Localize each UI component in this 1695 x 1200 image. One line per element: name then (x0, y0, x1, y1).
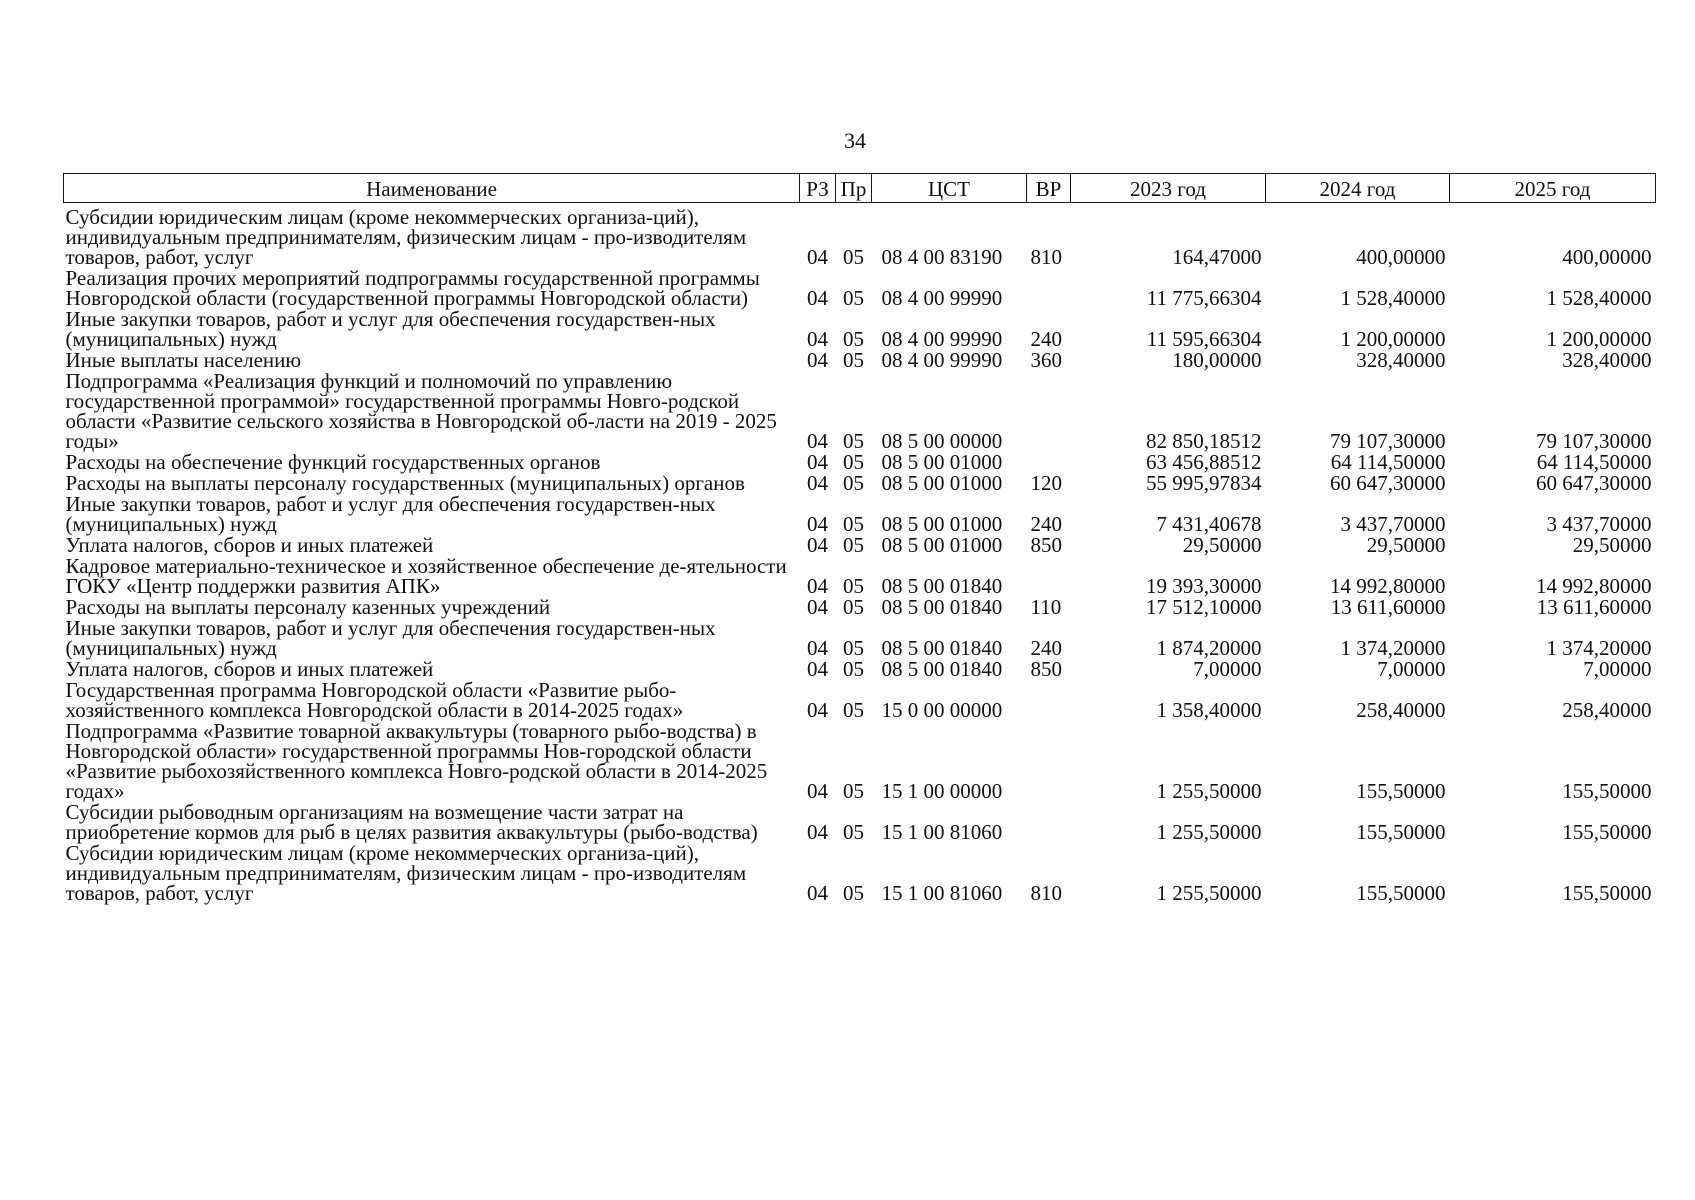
row-cst: 15 1 00 81060 (881, 881, 1003, 905)
row-cst: 15 1 00 00000 (881, 779, 1003, 803)
row-amount-2023: 55 995,97834 (1146, 471, 1262, 495)
row-name: Иные закупки товаров, работ и услуг для обеспечения государствен-ных (муниципальных) нужд (65, 307, 716, 351)
row-vr (1027, 720, 1071, 801)
row-amount-2023: 7,00000 (1193, 657, 1262, 681)
header-pr: Пр (836, 174, 872, 203)
row-vr: 850 (1030, 657, 1062, 681)
row-rz: 04 (807, 348, 828, 372)
row-amount-2025: 1 374,20000 (1546, 636, 1652, 660)
row-name: Подпрограмма «Развитие товарной аквакультуры (товарного рыбо-водства) в Новгородской области» государственной программы Нов-городской области «Развитие рыбохозяйственного комплекса Новго-родской области в 2014-2025 годах» (65, 719, 768, 803)
row-amount-2024: 155,50000 (1356, 820, 1446, 844)
row-name: Уплата налогов, сборов и иных платежей (65, 533, 434, 557)
row-amount-2024: 14 992,80000 (1330, 574, 1446, 598)
row-amount-2025: 1 528,40000 (1546, 286, 1652, 310)
row-name: Расходы на выплаты персоналу государственных (муниципальных) органов (65, 471, 745, 495)
row-cst: 08 4 00 99990 (881, 286, 1003, 310)
row-cst: 08 5 00 01000 (881, 471, 1003, 495)
table-row (64, 617, 1656, 658)
row-amount-2024: 13 611,60000 (1330, 595, 1446, 619)
row-cst: 08 4 00 83190 (881, 245, 1003, 269)
table-row (64, 720, 1656, 801)
row-cst: 08 4 00 99990 (881, 348, 1003, 372)
row-amount-2025: 400,00000 (1562, 245, 1652, 269)
row-pr: 05 (843, 450, 864, 474)
row-amount-2025: 14 992,80000 (1536, 574, 1652, 598)
row-cst: 08 4 00 99990 (881, 327, 1003, 351)
row-name: Иные закупки товаров, работ и услуг для обеспечения государствен-ных (муниципальных) нужд (65, 492, 716, 536)
row-vr (1027, 451, 1071, 472)
row-rz: 04 (807, 574, 828, 598)
row-vr: 120 (1030, 471, 1062, 495)
row-amount-2023: 11 775,66304 (1146, 286, 1262, 310)
row-cst: 08 5 00 00000 (881, 429, 1003, 453)
row-pr: 05 (843, 657, 864, 681)
row-name: Субсидии рыбоводным организациям на возмещение части затрат на приобретение кормов для рыб в целях развития аквакультуры (рыбо-водства) (65, 800, 758, 844)
row-vr: 110 (1030, 595, 1062, 619)
row-vr (1027, 267, 1071, 308)
row-cst: 15 0 00 00000 (881, 698, 1003, 722)
row-amount-2023: 180,00000 (1172, 348, 1262, 372)
row-pr: 05 (843, 574, 864, 598)
row-vr: 360 (1030, 348, 1062, 372)
row-name: Государственная программа Новгородской области «Развитие рыбо-хозяйственного комплекса Новгородской области в 2014-2025 годах» (65, 678, 684, 722)
budget-table (63, 173, 1656, 903)
table-row (64, 596, 1656, 617)
row-amount-2023: 7 431,40678 (1156, 512, 1262, 536)
table-row (64, 370, 1656, 451)
row-amount-2023: 82 850,18512 (1146, 429, 1262, 453)
table-row (64, 534, 1656, 555)
table-row (64, 493, 1656, 534)
row-pr: 05 (843, 881, 864, 905)
row-name: Иные выплаты населению (65, 348, 302, 372)
row-pr: 05 (843, 595, 864, 619)
row-rz: 04 (807, 245, 828, 269)
row-amount-2024: 1 200,00000 (1340, 327, 1446, 351)
row-amount-2025: 64 114,50000 (1536, 450, 1652, 474)
row-amount-2023: 1 255,50000 (1156, 820, 1262, 844)
row-rz: 04 (807, 429, 828, 453)
row-name: Расходы на обеспечение функций государственных органов (65, 450, 601, 474)
header-name: Наименование (64, 174, 800, 203)
row-amount-2024: 328,40000 (1356, 348, 1446, 372)
row-name: Уплата налогов, сборов и иных платежей (65, 657, 434, 681)
row-pr: 05 (843, 429, 864, 453)
row-amount-2024: 1 374,20000 (1340, 636, 1446, 660)
row-name: Субсидии юридическим лицам (кроме некоммерческих организа-ций), индивидуальным предпринимателям, физическим лицам - про-изводителям товаров, работ, услуг (65, 205, 747, 269)
table-header-row (64, 174, 1656, 203)
row-amount-2024: 400,00000 (1356, 245, 1446, 269)
row-amount-2023: 63 456,88512 (1146, 450, 1262, 474)
row-pr: 05 (843, 245, 864, 269)
row-rz: 04 (807, 698, 828, 722)
row-vr: 240 (1030, 636, 1062, 660)
row-amount-2025: 13 611,60000 (1536, 595, 1652, 619)
row-amount-2023: 1 358,40000 (1156, 698, 1262, 722)
row-cst: 08 5 00 01840 (881, 657, 1003, 681)
row-amount-2024: 1 528,40000 (1340, 286, 1446, 310)
row-vr: 240 (1030, 327, 1062, 351)
row-amount-2025: 1 200,00000 (1546, 327, 1652, 351)
row-cst: 15 1 00 81060 (881, 820, 1003, 844)
row-name: Кадровое материально-техническое и хозяйственное обеспечение де-ятельности ГОКУ «Центр поддержки развития АПК» (65, 554, 787, 598)
row-rz: 04 (807, 471, 828, 495)
table-row (64, 451, 1656, 472)
row-amount-2025: 155,50000 (1562, 881, 1652, 905)
header-2025: 2025 год (1450, 174, 1656, 203)
row-name: Подпрограмма «Реализация функций и полномочий по управлению государственной программой» государственной программы Новго-родской области «Развитие сельского хозяйства в Новгородской об-ласти на 2019 - 2025 годы» (65, 369, 777, 453)
table-row (64, 308, 1656, 349)
table-row (64, 203, 1656, 268)
row-amount-2023: 1 255,50000 (1156, 881, 1262, 905)
row-rz: 04 (807, 327, 828, 351)
table-row (64, 555, 1656, 596)
row-amount-2025: 7,00000 (1583, 657, 1652, 681)
row-amount-2025: 155,50000 (1562, 779, 1652, 803)
row-cst: 08 5 00 01000 (881, 533, 1003, 557)
row-name: Реализация прочих мероприятий подпрограммы государственной программы Новгородской области (государственной программы Новгородской области) (65, 266, 760, 310)
row-amount-2025: 155,50000 (1562, 820, 1652, 844)
row-pr: 05 (843, 533, 864, 557)
table-row (64, 801, 1656, 842)
row-vr: 240 (1030, 512, 1062, 536)
row-pr: 05 (843, 779, 864, 803)
row-vr (1027, 801, 1071, 842)
row-pr: 05 (843, 636, 864, 660)
row-pr: 05 (843, 286, 864, 310)
header-2024: 2024 год (1266, 174, 1450, 203)
row-cst: 08 5 00 01840 (881, 636, 1003, 660)
row-vr: 850 (1030, 533, 1062, 557)
row-pr: 05 (843, 327, 864, 351)
table-row (64, 267, 1656, 308)
row-amount-2024: 258,40000 (1356, 698, 1446, 722)
row-name: Расходы на выплаты персоналу казенных учреждений (65, 595, 551, 619)
header-vr: ВР (1027, 174, 1071, 203)
row-amount-2023: 11 595,66304 (1146, 327, 1262, 351)
row-rz: 04 (807, 450, 828, 474)
table-body (64, 203, 1656, 904)
row-amount-2024: 155,50000 (1356, 779, 1446, 803)
row-amount-2025: 29,50000 (1572, 533, 1652, 557)
row-amount-2025: 328,40000 (1562, 348, 1652, 372)
row-rz: 04 (807, 657, 828, 681)
row-rz: 04 (807, 820, 828, 844)
row-amount-2025: 79 107,30000 (1536, 429, 1652, 453)
row-amount-2025: 3 437,70000 (1546, 512, 1652, 536)
row-pr: 05 (843, 471, 864, 495)
row-amount-2025: 258,40000 (1562, 698, 1652, 722)
row-pr: 05 (843, 512, 864, 536)
row-amount-2024: 60 647,30000 (1330, 471, 1446, 495)
row-vr (1027, 679, 1071, 720)
table-row (64, 842, 1656, 903)
row-vr (1027, 555, 1071, 596)
header-2023: 2023 год (1071, 174, 1266, 203)
row-rz: 04 (807, 286, 828, 310)
row-amount-2023: 1 874,20000 (1156, 636, 1262, 660)
row-amount-2025: 60 647,30000 (1536, 471, 1652, 495)
row-cst: 08 5 00 01000 (881, 450, 1003, 474)
row-name: Иные закупки товаров, работ и услуг для обеспечения государствен-ных (муниципальных) нужд (65, 616, 716, 660)
row-rz: 04 (807, 512, 828, 536)
row-pr: 05 (843, 348, 864, 372)
row-amount-2023: 1 255,50000 (1156, 779, 1262, 803)
table-row (64, 349, 1656, 370)
header-cst: ЦСТ (872, 174, 1027, 203)
row-amount-2024: 3 437,70000 (1340, 512, 1446, 536)
row-rz: 04 (807, 881, 828, 905)
row-amount-2024: 7,00000 (1377, 657, 1446, 681)
header-rz: РЗ (800, 174, 836, 203)
row-amount-2024: 29,50000 (1366, 533, 1446, 557)
table-row (64, 658, 1656, 679)
row-amount-2024: 79 107,30000 (1330, 429, 1446, 453)
row-amount-2023: 29,50000 (1182, 533, 1262, 557)
row-vr (1027, 370, 1071, 451)
row-cst: 08 5 00 01840 (881, 595, 1003, 619)
row-cst: 08 5 00 01840 (881, 574, 1003, 598)
row-rz: 04 (807, 636, 828, 660)
row-vr: 810 (1030, 245, 1062, 269)
row-vr: 810 (1030, 881, 1062, 905)
row-amount-2023: 164,47000 (1172, 245, 1262, 269)
row-pr: 05 (843, 820, 864, 844)
row-rz: 04 (807, 595, 828, 619)
row-amount-2024: 64 114,50000 (1330, 450, 1446, 474)
row-name: Субсидии юридическим лицам (кроме некоммерческих организа-ций), индивидуальным предпринимателям, физическим лицам - про-изводителям товаров, работ, услуг (65, 841, 747, 905)
row-amount-2023: 19 393,30000 (1146, 574, 1262, 598)
table-row (64, 679, 1656, 720)
table-row (64, 472, 1656, 493)
page-number: 34 (844, 128, 866, 153)
row-rz: 04 (807, 779, 828, 803)
row-pr: 05 (843, 698, 864, 722)
row-rz: 04 (807, 533, 828, 557)
row-amount-2023: 17 512,10000 (1146, 595, 1262, 619)
row-amount-2024: 155,50000 (1356, 881, 1446, 905)
row-cst: 08 5 00 01000 (881, 512, 1003, 536)
